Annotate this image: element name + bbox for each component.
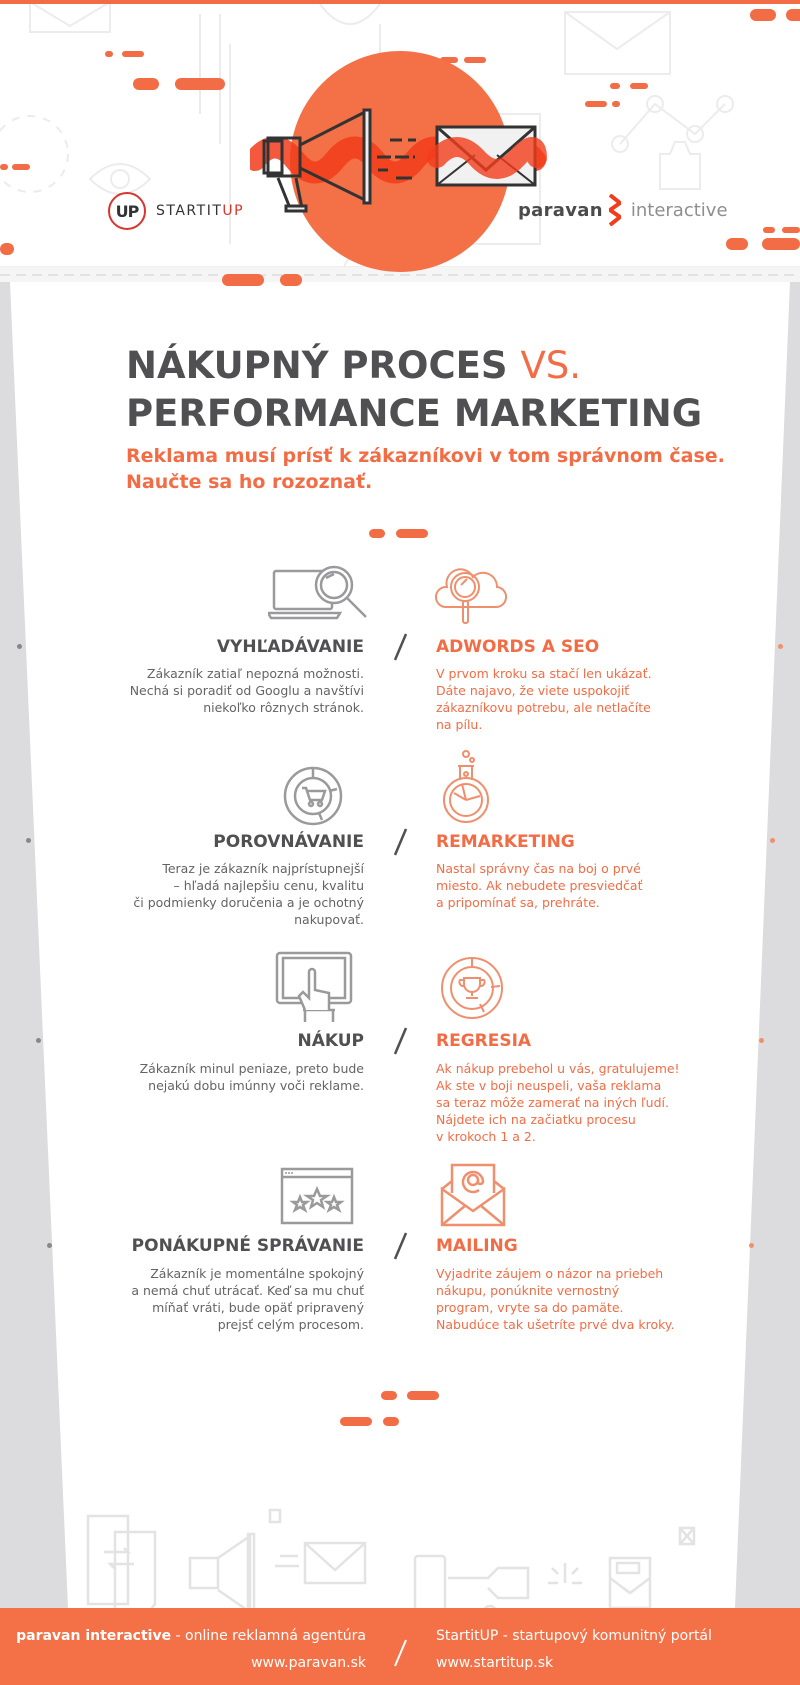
decor-pill [133, 78, 159, 90]
footer-startitup-link[interactable]: www.startitup.sk [436, 1655, 554, 1671]
step-4-channel-title: MAILING [436, 1236, 518, 1256]
side-dot [778, 644, 783, 649]
decor-pill [222, 274, 264, 286]
decor-pill [12, 164, 30, 170]
decor-pill [612, 101, 620, 107]
title-line-1-text: NÁKUPNÝ PROCES [126, 344, 508, 387]
side-dot [47, 1243, 52, 1248]
step-1-channel-description: V prvom kroku sa stačí len ukázať. Dáte najavo, že viete uspokojiť zákazníkovu potrebu, ale netlačíte na pílu. [436, 666, 652, 732]
bottom-decor-icons [70, 1508, 740, 1608]
decor-pill [369, 529, 385, 538]
decor-pill [175, 78, 225, 90]
step-4-channel-description: Vyjadrite záujem o názor na priebeh nákupu, ponúknite vernostný program, vryte sa do pamäte. Nabudúce tak ušetríte prvé dva kroky. [436, 1266, 675, 1332]
title-vs: VS. [520, 344, 582, 387]
decor-pill [750, 9, 776, 21]
shopping-cart-circle-icon [282, 765, 344, 827]
envelope-at-icon [440, 1163, 506, 1227]
paravan-zigzag-icon [609, 194, 621, 226]
decor-pill [726, 238, 748, 250]
side-dot [770, 838, 775, 843]
decor-pill [763, 227, 775, 233]
laptop-search-icon [268, 563, 370, 623]
title-line-1 [126, 342, 746, 390]
step-2-channel-description: Nastal správny čas na boj o prvé miesto. Ak nebudete presviedčať a pripomínať sa, prehráte. [436, 861, 643, 910]
footer-startitup-desc: - startupový komunitný portál [498, 1628, 712, 1644]
paravan-logo-word: paravan [518, 199, 603, 221]
startitup-logo-text [156, 203, 244, 219]
footer-paravan-link[interactable]: www.paravan.sk [251, 1655, 366, 1671]
browser-stars-icon [280, 1167, 354, 1225]
startitup-logo-suffix: UP [222, 203, 245, 219]
side-dot [36, 1038, 41, 1043]
subtitle-line-1: Reklama musí prísť k zákazníkovi v tom správnom čase. [126, 445, 725, 467]
slash-divider-icon [392, 632, 408, 662]
startitup-logo-mark: UP [108, 192, 146, 230]
decor-pill [340, 1417, 372, 1426]
slash-divider-icon [392, 827, 408, 857]
decor-pill [630, 83, 648, 89]
side-dot [749, 1243, 754, 1248]
page-subtitle [126, 443, 766, 495]
decor-pill [396, 529, 428, 538]
startitup-logo [108, 191, 258, 231]
decor-pill [464, 57, 486, 63]
step-3-channel-title: REGRESIA [436, 1031, 532, 1051]
startitup-logo-prefix: STARTIT [156, 203, 223, 219]
decor-pill [105, 51, 113, 57]
paravan-interactive-logo [518, 192, 728, 228]
slash-divider-icon [392, 1026, 408, 1056]
decor-pill [122, 51, 144, 57]
side-dot [17, 644, 22, 649]
decor-pill [585, 101, 607, 107]
decor-pill [381, 1391, 397, 1400]
interactive-logo-word: interactive [630, 199, 728, 221]
step-3-channel-description: Ak nákup prebehol u vás, gratulujeme! Ak ste v boji neuspeli, vaša reklama sa teraz môže zamerať na iných ľudí. Nájdete ich na začiatku procesu v krokoch 1 a 2. [436, 1061, 680, 1144]
tablet-touch-icon [275, 950, 353, 1022]
title-line-2: PERFORMANCE MARKETING [126, 392, 703, 435]
step-4-title: PONÁKUPNÉ SPRÁVANIE [131, 1236, 364, 1256]
step-3-title: NÁKUP [297, 1031, 364, 1051]
decor-pill [762, 238, 800, 250]
trophy-circle-icon [440, 956, 504, 1020]
decor-pill [407, 1391, 439, 1400]
step-2-title: POROVNÁVANIE [213, 832, 364, 852]
step-2-description: Teraz je zákazník najprístupnejší – hľadá najlepšiu cenu, kvalitu či podmienky doručenia a je ochotný nakupovať. [133, 861, 364, 927]
step-1-description: Zákazník zatiaľ nepozná možnosti. Nechá si poradiť od Googlu a navštívi niekoľko rôznych stránok. [129, 666, 364, 715]
slash-divider-icon [392, 1231, 408, 1261]
subtitle-line-2: Naučte sa ho rozoznať. [126, 471, 373, 493]
footer-paravan-desc: - online reklamná agentúra [171, 1628, 366, 1644]
step-1-channel-title: ADWORDS A SEO [436, 637, 600, 657]
decor-pill [786, 9, 800, 21]
footer-slash-icon [392, 1638, 408, 1668]
decor-pill [280, 274, 302, 286]
footer-paravan-line [16, 1628, 366, 1644]
step-1-title: VYHĽADÁVANIE [216, 637, 364, 657]
decor-pill [0, 164, 8, 170]
footer-startitup-brand: StartitUP [436, 1628, 499, 1644]
footer-paravan-brand: paravan interactive [16, 1628, 172, 1644]
page-title [126, 342, 746, 438]
decor-pill [610, 83, 620, 89]
decor-pill [383, 1417, 399, 1426]
footer [0, 1608, 800, 1685]
step-3-description: Zákazník minul peniaze, preto bude nejakú dobu imúnny voči reklame. [139, 1061, 364, 1093]
side-dot [759, 1038, 764, 1043]
step-2-channel-title: REMARKETING [436, 832, 575, 852]
flask-chart-icon [438, 748, 494, 826]
step-4-description: Zákazník je momentálne spokojný a nemá chuť utrácať. Keď sa mu chuť míňať vráti, bude opäť pripravený prejsť celým procesom. [131, 1266, 364, 1332]
decor-pill [0, 243, 14, 255]
cloud-search-icon [433, 565, 508, 627]
side-dot [26, 838, 31, 843]
footer-startitup-line [436, 1628, 712, 1644]
decor-pill [782, 227, 800, 233]
